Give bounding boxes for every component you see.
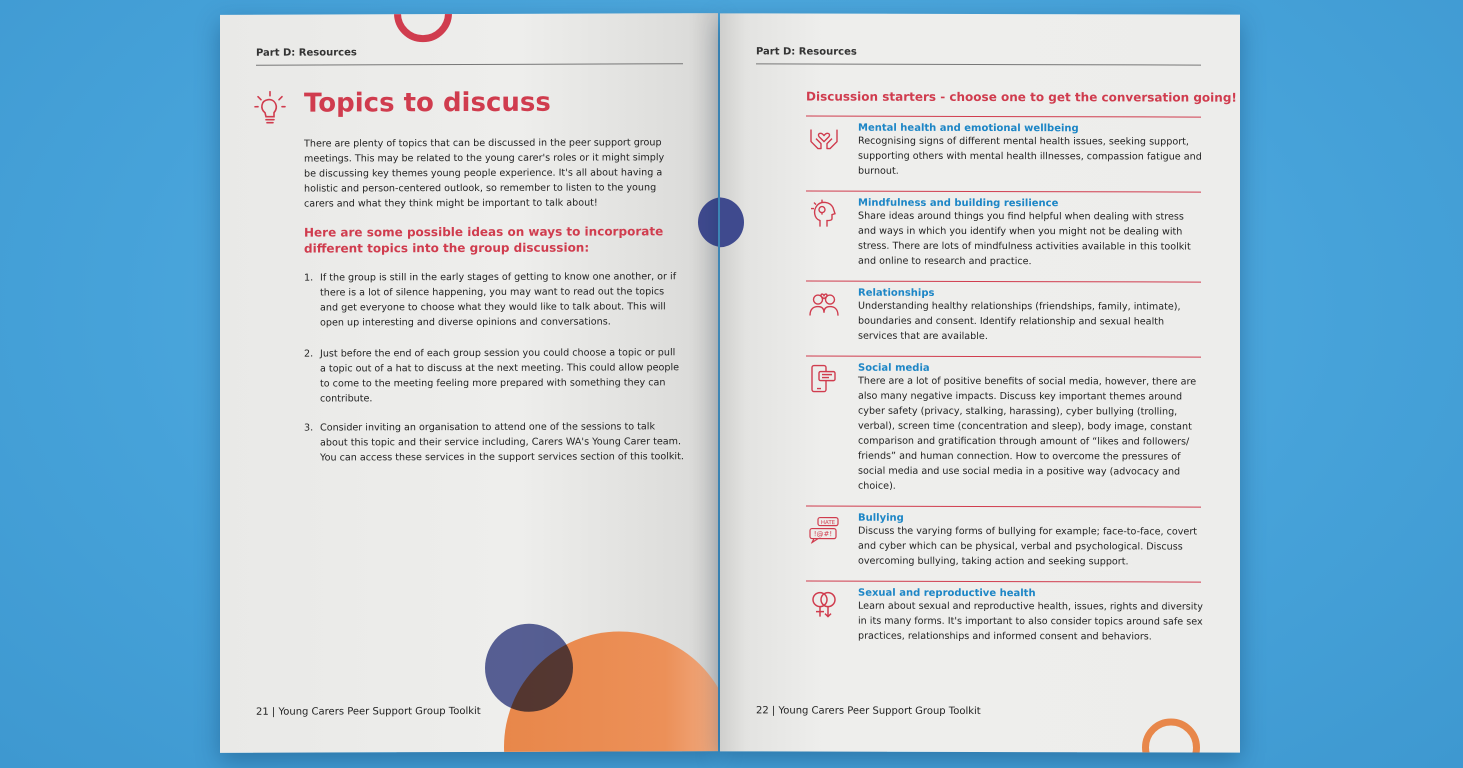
topic-item bbox=[806, 356, 1201, 495]
list-text: If the group is still in the early stages of getting to know one another, or if there is a lot of silence happening, you may want to read out the topics and get everyone to choose what they would like to talk about. This will open up interesting and diverse opinions and conversations. bbox=[320, 271, 677, 329]
discussion-starters-heading: Discussion starters - choose one to get the conversation going! bbox=[806, 89, 1237, 105]
intro-paragraph: There are plenty of topics that can be discussed in the peer support group meetings. This may be related to the young carer's roles or it might simply be discussing key themes young people experience. It's all about having a holistic and person-centered outlook, so remember to listen to the young carers and what they think might be important to talk about! bbox=[304, 137, 665, 210]
list-number: 1. bbox=[304, 272, 314, 284]
gender-symbols-icon bbox=[808, 589, 840, 619]
decorative-ring-top bbox=[394, 13, 452, 42]
topic-divider bbox=[806, 116, 1201, 118]
list-text: Consider inviting an organisation to attend one of the sessions to talk about this topic and their service including, Carers WA's Young Carer team. You can access these services in the support services section of this toolkit. bbox=[320, 421, 684, 464]
topic-description: Learn about sexual and reproductive health, issues, rights and diversity in its many forms. It's important to also consider topics around safe sex practices, relationships and informed consent and behaviors. bbox=[858, 600, 1203, 643]
left-page bbox=[220, 13, 718, 753]
topic-item bbox=[806, 506, 1201, 570]
list-item bbox=[304, 269, 684, 330]
header-divider bbox=[756, 63, 1201, 65]
hands-heart-icon bbox=[808, 124, 840, 154]
decorative-ring-bottom bbox=[1142, 718, 1200, 752]
topic-item bbox=[806, 116, 1201, 180]
topic-divider bbox=[806, 356, 1201, 358]
header-divider bbox=[256, 63, 683, 65]
list-item bbox=[304, 345, 684, 406]
icon-label-bottom: !@#! bbox=[813, 530, 833, 539]
topic-title: Mental health and emotional wellbeing bbox=[858, 122, 1079, 135]
topic-description: Discuss the varying forms of bullying for example; face-to-face, covert and cyber which can be physical, verbal and psychological. Discuss overcoming bullying, taking action and seeking support. bbox=[858, 525, 1198, 568]
lightbulb-icon bbox=[254, 91, 286, 127]
topic-divider bbox=[806, 191, 1201, 193]
page-title: Topics to discuss bbox=[304, 87, 551, 119]
icon-label-top: HATE bbox=[820, 520, 836, 527]
topic-title: Mindfulness and building resilience bbox=[858, 197, 1059, 210]
topic-title: Sexual and reproductive health bbox=[858, 587, 1036, 600]
right-page bbox=[720, 13, 1240, 752]
topic-divider bbox=[806, 281, 1201, 283]
decorative-half-circle bbox=[720, 197, 744, 247]
topic-title: Social media bbox=[858, 362, 930, 374]
topic-description: Recognising signs of different mental health issues, seeking support, supporting others with mental health illnesses, compassion fatigue and burnout. bbox=[858, 135, 1202, 177]
topic-item bbox=[806, 281, 1201, 345]
list-text: Just before the end of each group session you could choose a topic or pull a topic out of a hat to discuss at the next meeting. This could allow people to come to the meeting feeling more prepared with something they can contribute. bbox=[320, 347, 680, 405]
list-item bbox=[304, 419, 684, 465]
decorative-half-circle bbox=[698, 197, 718, 247]
section-header: Part D: Resources bbox=[256, 47, 357, 59]
decorative-circle-navy bbox=[485, 624, 573, 712]
topic-title: Relationships bbox=[858, 287, 935, 299]
section-header: Part D: Resources bbox=[756, 46, 857, 58]
list-number: 3. bbox=[304, 422, 314, 434]
topic-item bbox=[806, 191, 1201, 270]
page-footer: 21 | Young Carers Peer Support Group Toolkit bbox=[256, 705, 481, 718]
head-lightbulb-icon bbox=[808, 199, 840, 229]
topic-description: Share ideas around things you find helpful when dealing with stress and ways in which you identify when you might not be dealing with stress. There are lots of mindfulness activities available in this toolkit and online to research and practice. bbox=[858, 210, 1191, 268]
hate-speech-icon bbox=[808, 514, 840, 544]
list-number: 2. bbox=[304, 348, 314, 360]
topic-divider bbox=[806, 506, 1201, 508]
topic-item bbox=[806, 581, 1201, 645]
people-heart-icon bbox=[808, 289, 840, 319]
topic-description: There are a lot of positive benefits of social media, however, there are also many negative impacts. Discuss key important themes around cyber safety (privacy, stalking, harassing), cyber bullying (trolling, verbal), screen time (concentration and sleep), body image, constant comparison and gratification through amount of “likes and followers/ friends” and human connection. How to overcome the pressures of social media and use social media in a positive way (advocacy and choice). bbox=[858, 375, 1197, 492]
list-subheading: Here are some possible ideas on ways to incorporate different topics into the group discussion: bbox=[304, 224, 664, 256]
topic-description: Understanding healthy relationships (friendships, family, intimate), boundaries and consent. Identify relationship and sexual health services that are available. bbox=[858, 300, 1181, 343]
page-footer: 22 | Young Carers Peer Support Group Toolkit bbox=[756, 705, 981, 718]
topic-divider bbox=[806, 581, 1201, 583]
topic-title: Bullying bbox=[858, 512, 904, 524]
phone-chat-icon bbox=[808, 364, 840, 394]
